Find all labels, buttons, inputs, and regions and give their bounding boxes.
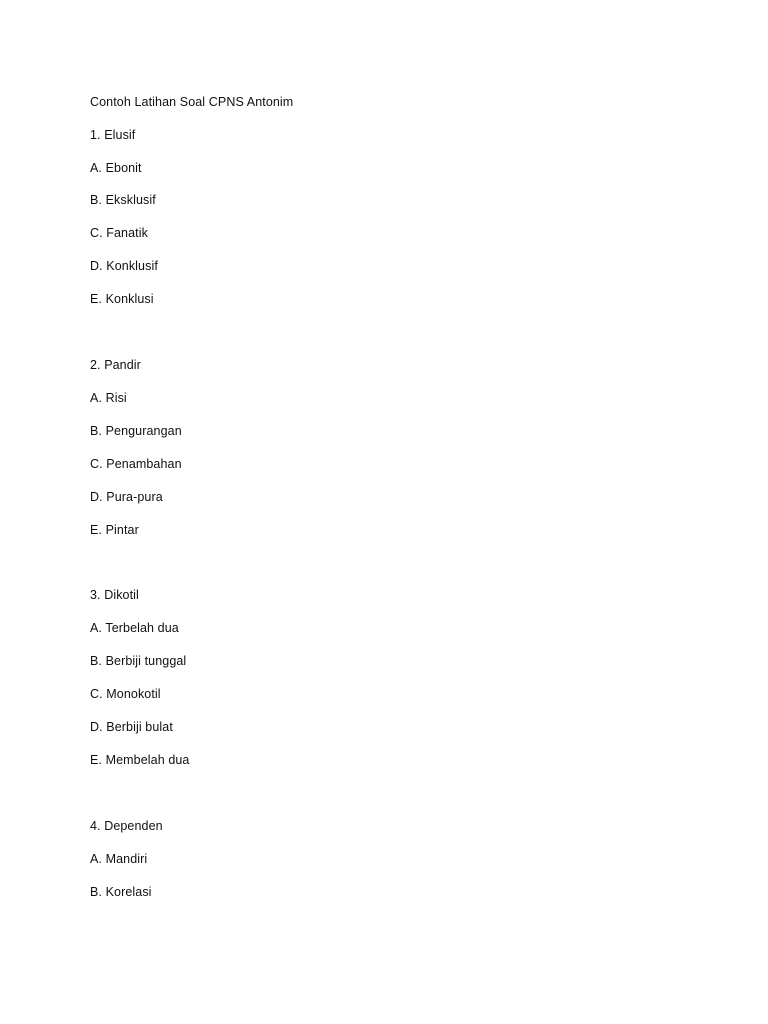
question-1-option-d: D. Konklusif xyxy=(90,259,158,273)
question-3-option-b: B. Berbiji tunggal xyxy=(90,654,187,668)
question-2-prompt: 2. Pandir xyxy=(90,358,141,372)
question-1-option-c: C. Fanatik xyxy=(90,226,148,240)
question-3-prompt: 3. Dikotil xyxy=(90,588,139,602)
question-2-option-c: C. Penambahan xyxy=(90,457,182,471)
question-3-option-d: D. Berbiji bulat xyxy=(90,720,173,734)
question-3-option-c: C. Monokotil xyxy=(90,687,161,701)
question-2-option-a: A. Risi xyxy=(90,391,127,405)
question-3-option-e: E. Membelah dua xyxy=(90,753,190,767)
question-4-option-a: A. Mandiri xyxy=(90,852,148,866)
question-2-option-e: E. Pintar xyxy=(90,523,139,537)
question-2-option-b: B. Pengurangan xyxy=(90,424,182,438)
question-2-option-d: D. Pura-pura xyxy=(90,490,163,504)
question-1-prompt: 1. Elusif xyxy=(90,128,136,142)
question-4-option-b: B. Korelasi xyxy=(90,885,152,899)
document-title: Contoh Latihan Soal CPNS Antonim xyxy=(90,95,294,109)
question-1-option-b: B. Eksklusif xyxy=(90,193,156,207)
question-4-prompt: 4. Dependen xyxy=(90,819,163,833)
question-1-option-e: E. Konklusi xyxy=(90,292,154,306)
question-1-option-a: A. Ebonit xyxy=(90,161,142,175)
question-3-option-a: A. Terbelah dua xyxy=(90,621,179,635)
